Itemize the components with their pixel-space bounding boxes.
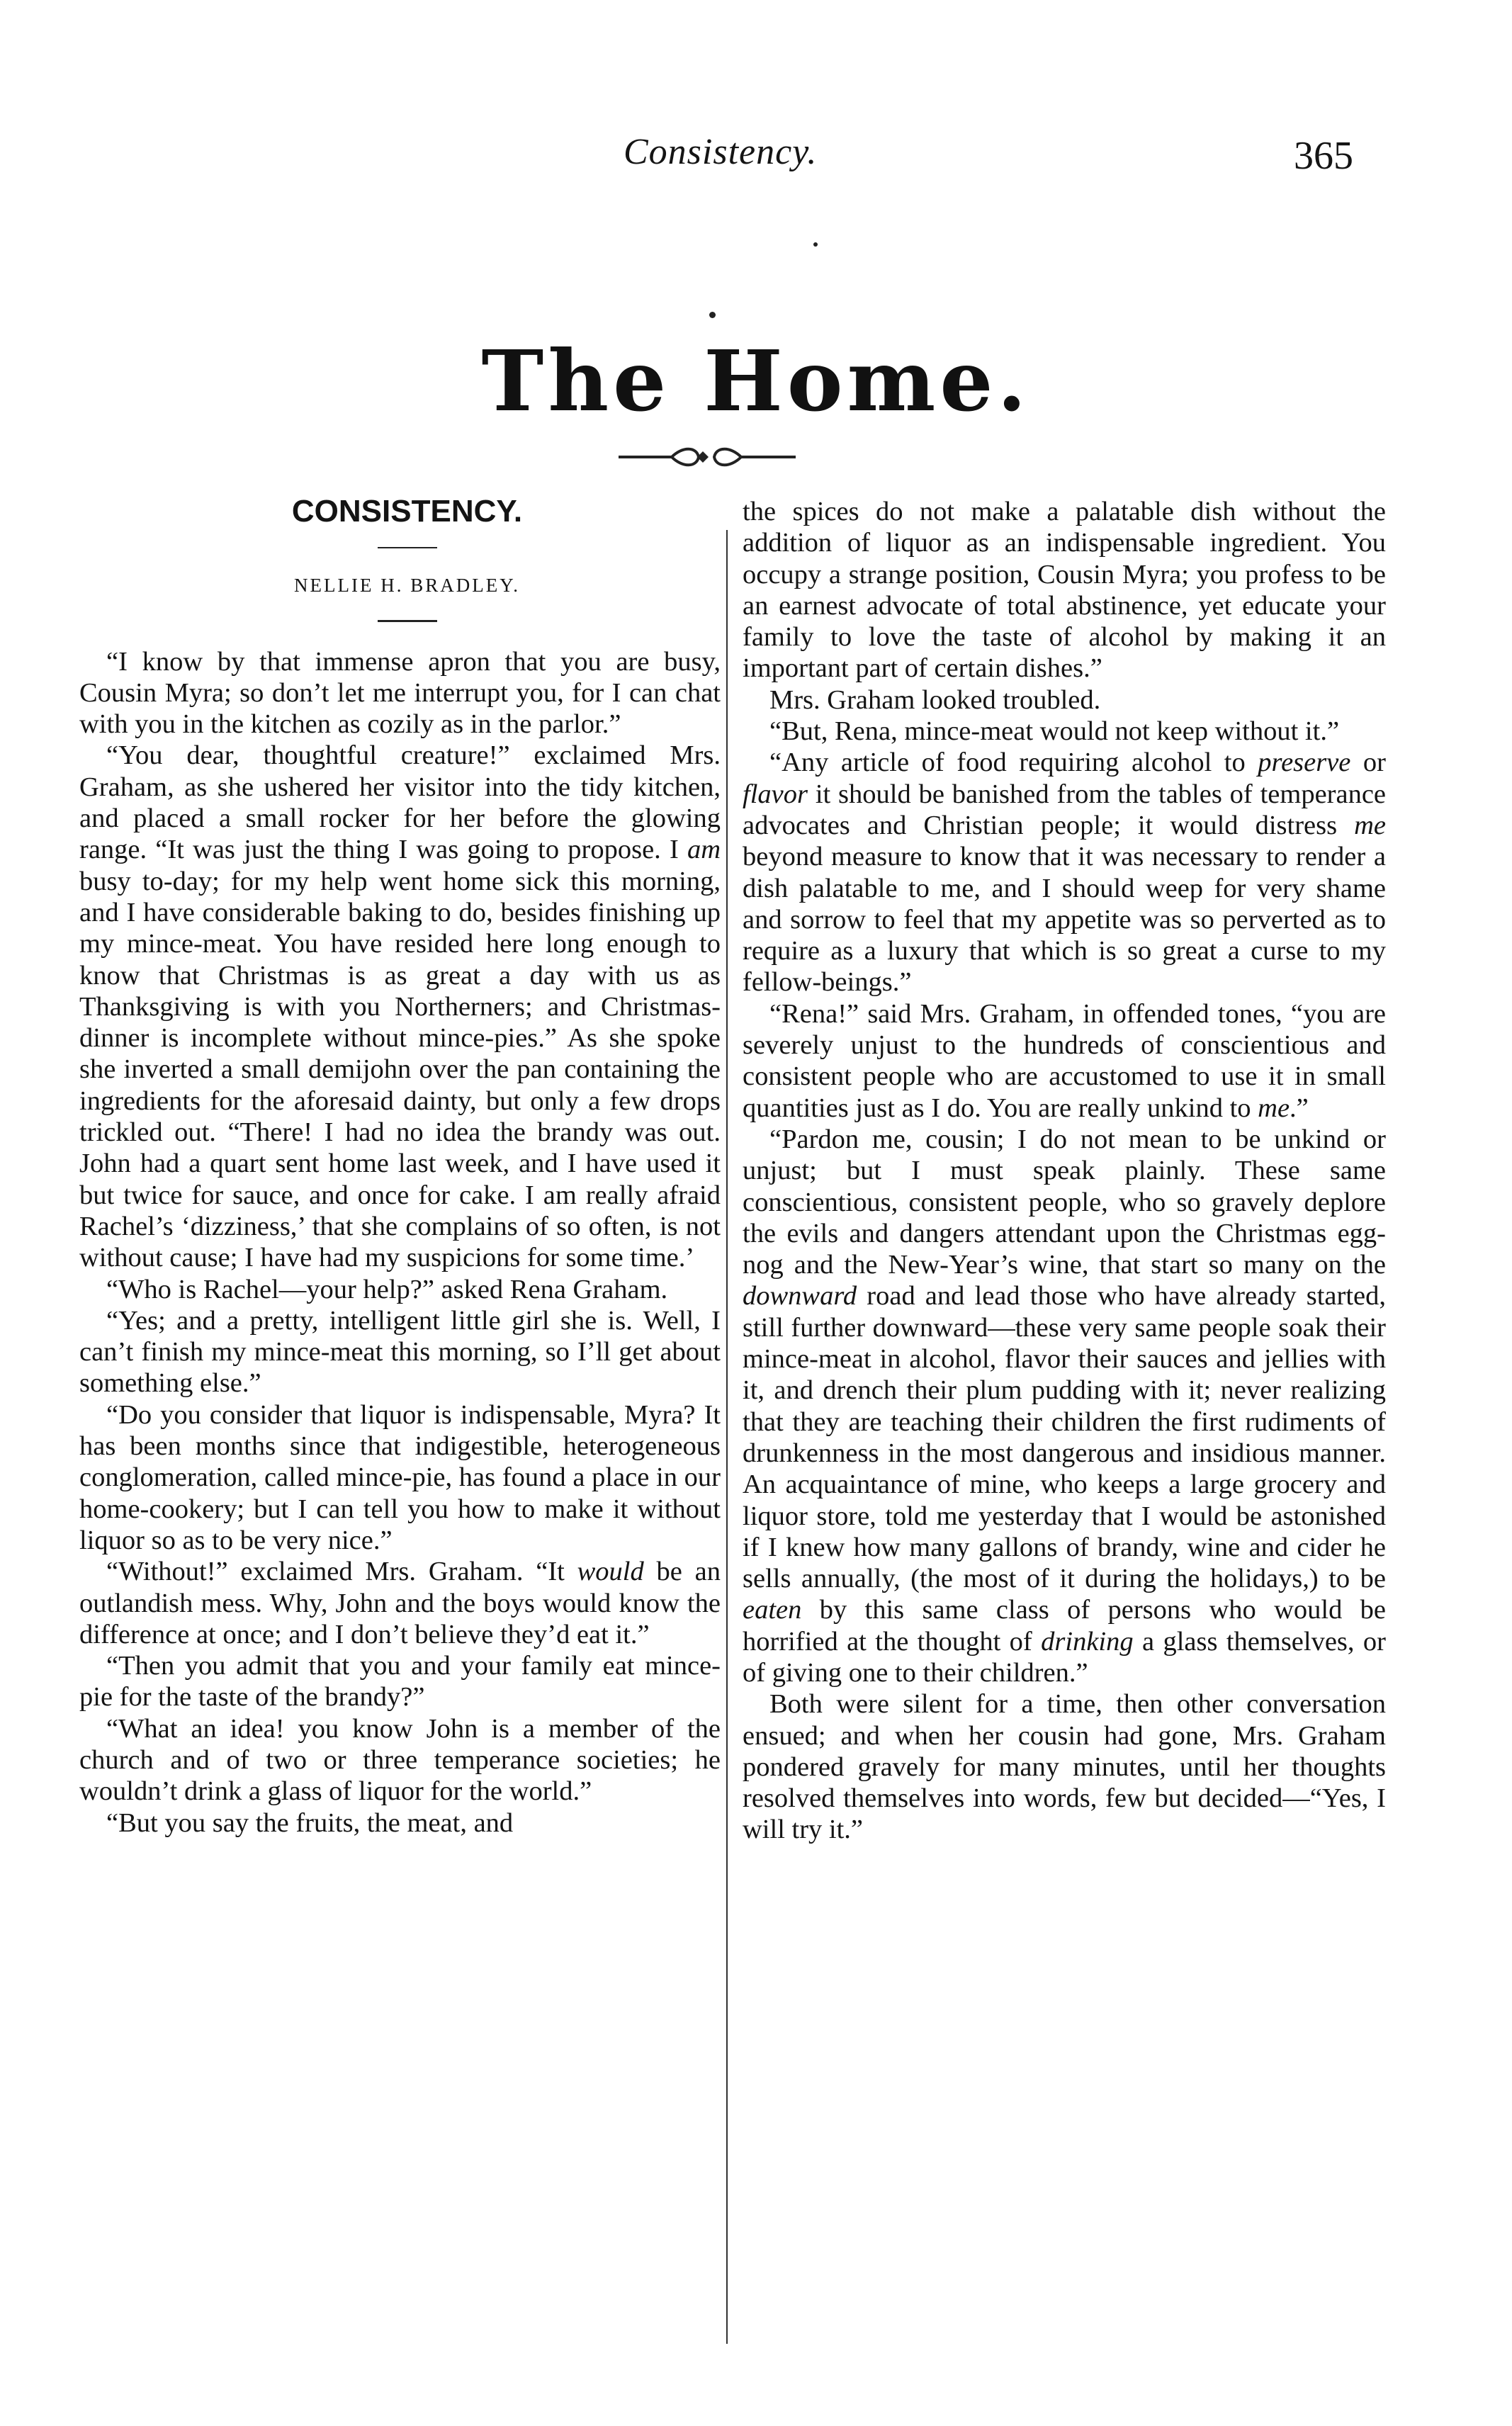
paragraph xyxy=(743,1124,1386,1688)
paragraph-text: “You dear, thoughtful creature!” exclaimed Mrs. Graham, as she ushered her visitor into the tidy kitchen, and placed a small rocker for her before the glowing range. “It was just the thing I was going to propose. I xyxy=(79,740,721,865)
paragraph-text: “But you say the fruits, the meat, and xyxy=(106,1807,514,1838)
emphasis-text: drinking xyxy=(1041,1626,1134,1657)
byline-rule xyxy=(378,620,437,622)
paragraph xyxy=(79,1713,721,1807)
paragraph xyxy=(79,1399,721,1556)
paragraph-text: the spices do not make a palatable dish without the addition of liquor as an indispensable ingredient. You occupy a strange position, Cousin Myra; you profess to be an earnest advocate of total abstinence, yet educate your family to love the taste of alcohol by making it an important part of certain dishes.” xyxy=(743,497,1386,684)
emphasis-text: preserve xyxy=(1258,747,1351,778)
paragraph-text: be an outlandish mess. Why, John and the boys would know the difference at once; and I don’t believe they’d eat it.” xyxy=(79,1557,721,1649)
paragraph xyxy=(743,1688,1386,1845)
paragraph-text: “Who is Rachel—your help?” asked Rena Graham. xyxy=(106,1274,668,1304)
paragraph xyxy=(79,646,721,740)
emphasis-text: me xyxy=(1354,810,1386,840)
paragraph-text: beyond measure to know that it was necessary to render a dish palatable to me, and I should weep for very shame and sorrow to feel that my appetite was so perverted as to require as a luxury that which is so great a curse to my fellow-beings.” xyxy=(743,842,1386,998)
title-rule xyxy=(378,547,437,548)
speck-mark xyxy=(709,312,716,318)
paragraph xyxy=(743,998,1386,1124)
emphasis-text: me xyxy=(1258,1093,1290,1123)
paragraph-text: “Yes; and a pretty, intelligent little girl she is. Well, I can’t finish my mince-meat this morning, so I’ll get about something else.” xyxy=(79,1305,721,1399)
paragraph-text: by this same class of persons who would be horrified at the thought of xyxy=(743,1595,1386,1657)
right-column xyxy=(743,496,1386,1846)
paragraph-text: “But, Rena, mince-meat would not keep without it.” xyxy=(769,716,1340,747)
paragraph xyxy=(79,1807,721,1839)
paragraph-text: a glass themselves, or of giving one to their children.” xyxy=(743,1626,1386,1688)
paragraph xyxy=(79,1556,721,1650)
paragraph-text: Mrs. Graham looked troubled. xyxy=(769,684,1101,715)
emphasis-text: would xyxy=(577,1557,644,1587)
speck-mark xyxy=(813,242,818,247)
paragraph-text: “Without!” exclaimed Mrs. Graham. “It xyxy=(106,1557,577,1587)
paragraph-text: road and lead those who have already started, still further downward—these very same people soak their mince-meat in alcohol, flavor their sauces and jellies with it, and drench their plum pudding with it; never realizing that they are teaching their children the first rudiments of drunkenness in the most dangerous and insidious manner. An acquaintance of mine, who keeps a large grocery and liquor store, told me yesterday that I would be astonished if I knew how many gallons of brandy, wine and cider he sells annually, (the most of it during the holidays,) to be xyxy=(743,1281,1386,1594)
paragraph xyxy=(743,684,1386,716)
paragraph xyxy=(743,716,1386,747)
section-title: The Home. xyxy=(481,332,1031,430)
paragraph xyxy=(743,496,1386,684)
emphasis-text: flavor xyxy=(743,779,808,809)
ornament-divider xyxy=(615,443,799,471)
column-divider xyxy=(726,530,728,2344)
left-column-body xyxy=(79,646,721,1839)
paragraph-text: “I know by that immense apron that you are busy, Cousin Myra; so don’t let me interrupt you, for I can chat with you in the kitchen as cozily as in the parlor.” xyxy=(79,646,721,740)
byline: NELLIE H. BRADLEY. xyxy=(294,575,520,597)
emphasis-text: am xyxy=(687,835,721,865)
paragraph-text: it should be banished from the tables of temperance advocates and Christian people; it would distress xyxy=(743,779,1386,840)
paragraph-text: “Do you consider that liquor is indispensable, Myra? It has been months since that indigestible, heterogeneous conglomeration, called mince-pie, has found a place in our home-cookery; but I can tell you how to make it without liquor so as to be very nice.” xyxy=(79,1399,721,1555)
paragraph xyxy=(79,1274,721,1305)
emphasis-text: downward xyxy=(743,1281,857,1311)
article-title: CONSISTENCY. xyxy=(291,494,523,529)
paragraph-text: Both were silent for a time, then other conversation ensued; and when her cousin had gone, Mrs. Graham pondered gravely for many minutes, until her thoughts resolved themselves into words, few but decided—“Yes, I will try it.” xyxy=(743,1689,1386,1845)
paragraph-text: “Any article of food requiring alcohol to xyxy=(769,747,1258,778)
paragraph xyxy=(79,1305,721,1399)
paragraph-text: or xyxy=(1350,747,1386,778)
paragraph-text: “Then you admit that you and your family eat mince-pie for the taste of the brandy?” xyxy=(79,1651,721,1713)
right-column-body xyxy=(743,496,1386,1846)
paragraph xyxy=(743,747,1386,998)
paragraph-text: “Rena!” said Mrs. Graham, in offended tones, “you are severely unjust to the hundreds of conscientious and consistent people who are accustomed to use it in small quantities just as I do. You are really unkind to xyxy=(743,998,1386,1123)
paragraph-text: “What an idea! you know John is a member of the church and of two or three temperance societies; he wouldn’t drink a glass of liquor for the world.” xyxy=(79,1713,721,1807)
left-column xyxy=(79,496,721,1839)
paragraph-text: .” xyxy=(1290,1093,1309,1123)
running-head-title: Consistency. xyxy=(624,132,818,172)
paragraph xyxy=(79,1650,721,1713)
paragraph xyxy=(79,740,721,1273)
emphasis-text: eaten xyxy=(743,1595,802,1625)
page-number: 365 xyxy=(1294,134,1353,178)
paragraph-text: “Pardon me, cousin; I do not mean to be unkind or unjust; but I must speak plainly. These same conscientious, consistent people, who so gravely deplore the evils and dangers attendant upon the Christmas egg-nog and the New-Year’s wine, that start so many on the xyxy=(743,1124,1386,1280)
paragraph-text: busy to-day; for my help went home sick this morning, and I have considerable baking to do, besides finishing up my mince-meat. You have resided here long enough to know that Christmas is as great a day with us as Thanksgiving is with you Northerners; and Christmas-dinner is incomplete without mince-pies.” As she spoke she inverted a small demijohn over the pan containing the ingredients for the aforesaid dainty, but only a few drops trickled out. “There! I had no idea the brandy was out. John had a quart sent home last week, and I have used it but twice for sauce, and once for cake. I am really afraid Rachel’s ‘dizziness,’ that she complains of so often, is not without cause; I have had my suspicions for some time.’ xyxy=(79,866,721,1273)
